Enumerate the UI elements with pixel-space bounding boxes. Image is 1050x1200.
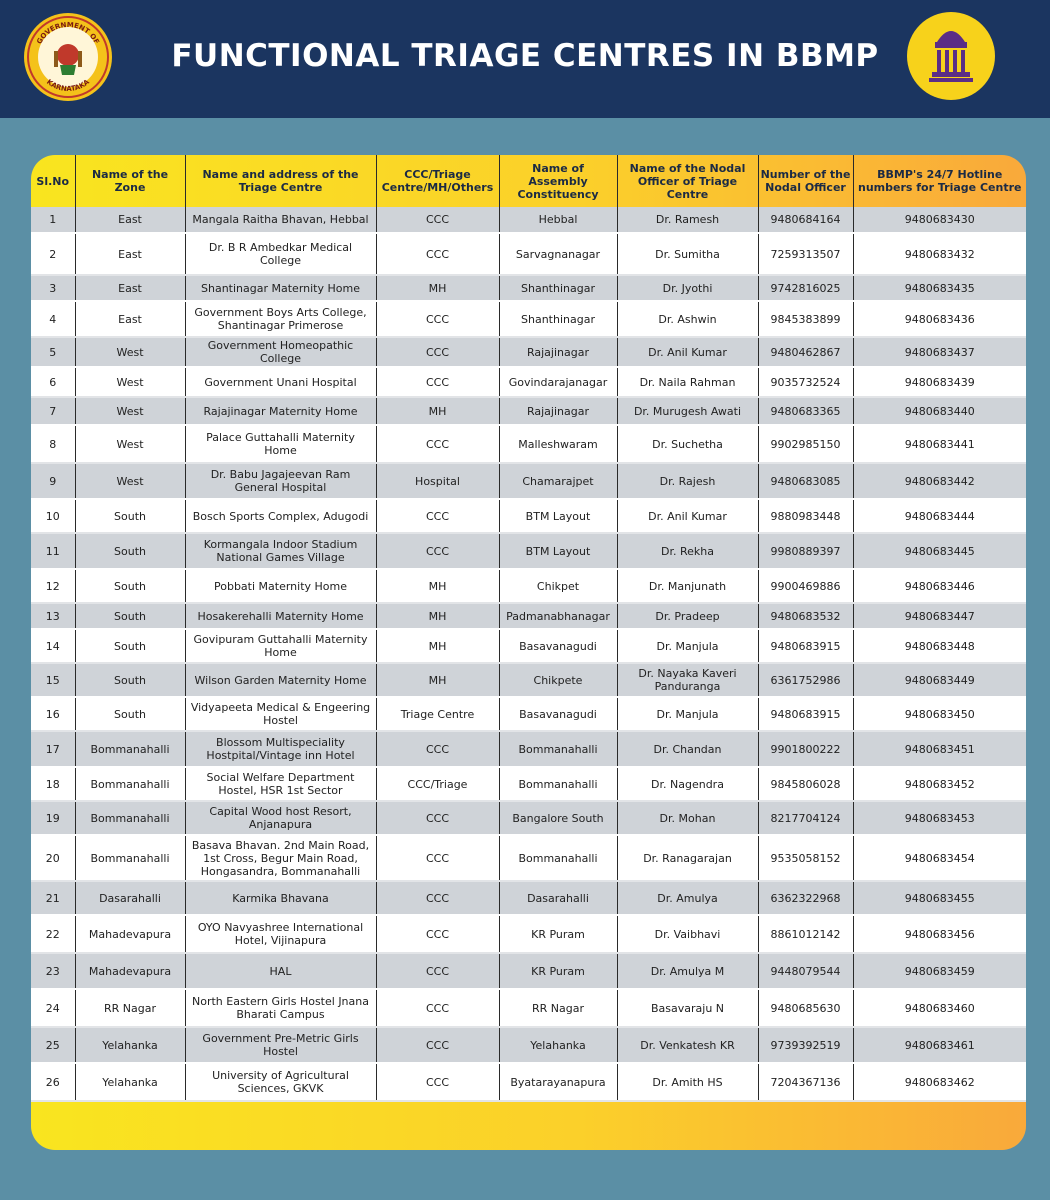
table-cell: Dr. Chandan [617, 731, 758, 767]
table-cell: CCC [376, 801, 499, 835]
table-cell: Bommanahalli [499, 835, 617, 881]
column-header: Name and address of the Triage Centre [185, 155, 376, 207]
table-cell: Bommanahalli [75, 835, 185, 881]
table-cell: 17 [31, 731, 75, 767]
table-cell: Kormangala Indoor Stadium National Games Village [185, 533, 376, 569]
table-cell: Govipuram Guttahalli Maternity Home [185, 629, 376, 663]
table-cell: South [75, 697, 185, 731]
table-cell: 9480683440 [853, 397, 1026, 425]
table-cell: West [75, 425, 185, 463]
table-cell: CCC [376, 989, 499, 1027]
table-cell: Padmanabhanagar [499, 603, 617, 629]
table-cell: 9480683444 [853, 499, 1026, 533]
table-cell: CCC [376, 207, 499, 233]
table-header-row [31, 155, 1026, 207]
table-cell: BTM Layout [499, 499, 617, 533]
table-cell: Dr. Manjunath [617, 569, 758, 603]
table-cell: 9480683462 [853, 1063, 1026, 1101]
table-cell: Dr. Babu Jagajeevan Ram General Hospital [185, 463, 376, 499]
table-row [31, 367, 1026, 397]
table-cell: East [75, 207, 185, 233]
column-header: Name of the Nodal Officer of Triage Centre [617, 155, 758, 207]
table-cell: Dr. Nayaka Kaveri Panduranga [617, 663, 758, 697]
table-cell: Dr. Manjula [617, 629, 758, 663]
table-cell: 19 [31, 801, 75, 835]
table-cell: 9480462867 [758, 337, 853, 367]
table-row [31, 953, 1026, 989]
table-cell: Basavanagudi [499, 697, 617, 731]
table-cell: 4 [31, 301, 75, 337]
table-cell: Sarvagnanagar [499, 233, 617, 275]
table-cell: Dr. Anil Kumar [617, 337, 758, 367]
table-cell: 9480683453 [853, 801, 1026, 835]
table-cell: Vidyapeeta Medical & Engeering Hostel [185, 697, 376, 731]
table-cell: 9480683456 [853, 915, 1026, 953]
table-cell: 9480683441 [853, 425, 1026, 463]
table-cell: 16 [31, 697, 75, 731]
table-cell: 9902985150 [758, 425, 853, 463]
table-row [31, 301, 1026, 337]
table-cell: Bommanahalli [75, 731, 185, 767]
table-cell: Yelahanka [499, 1027, 617, 1063]
table-cell: Dr. Suchetha [617, 425, 758, 463]
table-cell: 9480683460 [853, 989, 1026, 1027]
table-cell: 9480683448 [853, 629, 1026, 663]
table-cell: Mahadevapura [75, 953, 185, 989]
table-cell: 9035732524 [758, 367, 853, 397]
table-cell: Dr. Vaibhavi [617, 915, 758, 953]
table-row [31, 697, 1026, 731]
table-cell: 6362322968 [758, 881, 853, 915]
table-cell: South [75, 603, 185, 629]
table-row [31, 397, 1026, 425]
table-row [31, 801, 1026, 835]
table-cell: Dr. Anil Kumar [617, 499, 758, 533]
table-row [31, 207, 1026, 233]
table-cell: 25 [31, 1027, 75, 1063]
table-cell: Rajajinagar [499, 337, 617, 367]
table-cell: BTM Layout [499, 533, 617, 569]
table-cell: CCC [376, 953, 499, 989]
table-cell: East [75, 275, 185, 301]
svg-text:GOVERNMENT OF: GOVERNMENT OF [35, 20, 101, 46]
table-cell: Wilson Garden Maternity Home [185, 663, 376, 697]
table-cell: Pobbati Maternity Home [185, 569, 376, 603]
table-cell: RR Nagar [75, 989, 185, 1027]
table-cell: Triage Centre [376, 697, 499, 731]
table-cell: 9742816025 [758, 275, 853, 301]
table-cell: 13 [31, 603, 75, 629]
table-cell: Dr. Nagendra [617, 767, 758, 801]
table-cell: 11 [31, 533, 75, 569]
table-row [31, 463, 1026, 499]
table-cell: 9845383899 [758, 301, 853, 337]
table-cell: Bosch Sports Complex, Adugodi [185, 499, 376, 533]
table-cell: HAL [185, 953, 376, 989]
table-cell: Capital Wood host Resort, Anjanapura [185, 801, 376, 835]
table-cell: Dr. Amith HS [617, 1063, 758, 1101]
table-cell: South [75, 499, 185, 533]
table-row [31, 731, 1026, 767]
table-cell: MH [376, 275, 499, 301]
table-cell: 9900469886 [758, 569, 853, 603]
table-row [31, 569, 1026, 603]
table-cell: Yelahanka [75, 1027, 185, 1063]
table-row [31, 915, 1026, 953]
table-cell: Dr. Venkatesh KR [617, 1027, 758, 1063]
table-cell: 9480683432 [853, 233, 1026, 275]
table-row [31, 499, 1026, 533]
table-cell: 12 [31, 569, 75, 603]
table-cell: 3 [31, 275, 75, 301]
table-cell: West [75, 367, 185, 397]
table-row [31, 989, 1026, 1027]
table-cell: 9480683437 [853, 337, 1026, 367]
table-cell: Social Welfare Department Hostel, HSR 1st Sector [185, 767, 376, 801]
table-cell: 2 [31, 233, 75, 275]
table-cell: 8217704124 [758, 801, 853, 835]
table-cell: Dasarahalli [499, 881, 617, 915]
table-cell: Blossom Multispeciality Hostpital/Vintage inn Hotel [185, 731, 376, 767]
column-header: Number of the Nodal Officer [758, 155, 853, 207]
table-cell: 9480683365 [758, 397, 853, 425]
table-row [31, 275, 1026, 301]
table-cell: Dr. Ramesh [617, 207, 758, 233]
table-row [31, 1063, 1026, 1101]
table-cell: Dr. Naila Rahman [617, 367, 758, 397]
table-cell: 9480685630 [758, 989, 853, 1027]
table-cell: Rajajinagar Maternity Home [185, 397, 376, 425]
table-cell: 15 [31, 663, 75, 697]
table-cell: West [75, 463, 185, 499]
table-cell: 6361752986 [758, 663, 853, 697]
table-cell: Shanthinagar [499, 301, 617, 337]
table-cell: Dasarahalli [75, 881, 185, 915]
table-cell: 9480683450 [853, 697, 1026, 731]
table-cell: 9901800222 [758, 731, 853, 767]
table-row [31, 835, 1026, 881]
table-row [31, 533, 1026, 569]
table-row [31, 1027, 1026, 1063]
table-cell: Bommanahalli [75, 767, 185, 801]
table-cell: MH [376, 629, 499, 663]
table-row [31, 603, 1026, 629]
table-cell: 9480683532 [758, 603, 853, 629]
table-cell: 9480683452 [853, 767, 1026, 801]
table-cell: Basavanagudi [499, 629, 617, 663]
table-cell: 7 [31, 397, 75, 425]
table-cell: 9480683447 [853, 603, 1026, 629]
table-cell: Dr. Amulya M [617, 953, 758, 989]
table-cell: 9480683454 [853, 835, 1026, 881]
table-cell: South [75, 569, 185, 603]
table-row [31, 233, 1026, 275]
table-cell: MH [376, 663, 499, 697]
table-cell: Hebbal [499, 207, 617, 233]
table-cell: Byatarayanapura [499, 1063, 617, 1101]
table-cell: Dr. Sumitha [617, 233, 758, 275]
table-cell: North Eastern Girls Hostel Jnana Bharati Campus [185, 989, 376, 1027]
table-cell: 9448079544 [758, 953, 853, 989]
table-cell: 5 [31, 337, 75, 367]
column-header: CCC/Triage Centre/MH/Others [376, 155, 499, 207]
table-cell: Government Boys Arts College, Shantinagar Primerose [185, 301, 376, 337]
table-cell: 7204367136 [758, 1063, 853, 1101]
table-cell: 8861012142 [758, 915, 853, 953]
table-cell: Bommanahalli [499, 767, 617, 801]
table-cell: 9480683445 [853, 533, 1026, 569]
table-cell: Dr. Amulya [617, 881, 758, 915]
table-cell: 9480683085 [758, 463, 853, 499]
table-cell: Government Homeopathic College [185, 337, 376, 367]
table-cell: KR Puram [499, 953, 617, 989]
table-cell: 9480683449 [853, 663, 1026, 697]
table-cell: Dr. Rekha [617, 533, 758, 569]
table-cell: Hosakerehalli Maternity Home [185, 603, 376, 629]
table-row [31, 629, 1026, 663]
table-cell: 9845806028 [758, 767, 853, 801]
table-cell: 24 [31, 989, 75, 1027]
table-cell: Mangala Raitha Bhavan, Hebbal [185, 207, 376, 233]
table-cell: CCC [376, 301, 499, 337]
table-cell: CCC [376, 499, 499, 533]
table-cell: West [75, 397, 185, 425]
svg-text:KARNATAKA: KARNATAKA [45, 77, 91, 94]
table-cell: 9880983448 [758, 499, 853, 533]
table-cell: West [75, 337, 185, 367]
table-cell: 9480683435 [853, 275, 1026, 301]
table-cell: Mahadevapura [75, 915, 185, 953]
table-cell: 9480683461 [853, 1027, 1026, 1063]
table-cell: MH [376, 603, 499, 629]
table-cell: Dr. Manjula [617, 697, 758, 731]
table-cell: 22 [31, 915, 75, 953]
table-cell: Karmika Bhavana [185, 881, 376, 915]
table-cell: South [75, 533, 185, 569]
table-cell: 9480683446 [853, 569, 1026, 603]
table-cell: 9739392519 [758, 1027, 853, 1063]
table-cell: MH [376, 569, 499, 603]
table-cell: Dr. Mohan [617, 801, 758, 835]
table-cell: 6 [31, 367, 75, 397]
table-cell: 9 [31, 463, 75, 499]
column-header: BBMP's 24/7 Hotline numbers for Triage Centre [858, 168, 1022, 194]
table-cell: 9480683451 [853, 731, 1026, 767]
table-cell: CCC [376, 337, 499, 367]
table-cell: Rajajinagar [499, 397, 617, 425]
table-cell: CCC [376, 731, 499, 767]
table-cell: CCC [376, 881, 499, 915]
table-cell: Government Pre-Metric Girls Hostel [185, 1027, 376, 1063]
table-cell: Dr. Jyothi [617, 275, 758, 301]
table-cell: East [75, 301, 185, 337]
table-cell: 18 [31, 767, 75, 801]
table-cell: Govindarajanagar [499, 367, 617, 397]
table-cell: Basavaraju N [617, 989, 758, 1027]
header-bar [0, 0, 1050, 118]
table-cell: 20 [31, 835, 75, 881]
table-cell: Shanthinagar [499, 275, 617, 301]
table-cell: RR Nagar [499, 989, 617, 1027]
table-cell: Malleshwaram [499, 425, 617, 463]
table-cell: CCC [376, 1027, 499, 1063]
page-title: FUNCTIONAL TRIAGE CENTRES IN BBMP [171, 38, 879, 74]
table-cell: OYO Navyashree International Hotel, Vijinapura [185, 915, 376, 953]
table-cell: Dr. Pradeep [617, 603, 758, 629]
table-cell: 9480683459 [853, 953, 1026, 989]
table-cell: 26 [31, 1063, 75, 1101]
table-cell: Dr. Rajesh [617, 463, 758, 499]
table-cell: CCC [376, 425, 499, 463]
table-cell: CCC [376, 1063, 499, 1101]
table-cell: East [75, 233, 185, 275]
column-header: Name of Assembly Constituency [499, 155, 617, 207]
table-cell: KR Puram [499, 915, 617, 953]
triage-centres-table [31, 155, 1026, 1102]
table-cell: Government Unani Hospital [185, 367, 376, 397]
table-cell: Shantinagar Maternity Home [185, 275, 376, 301]
table-row [31, 337, 1026, 367]
table-cell: Palace Guttahalli Maternity Home [185, 425, 376, 463]
table-cell: 9535058152 [758, 835, 853, 881]
bbmp-emblem-icon [907, 12, 995, 100]
table-cell: Yelahanka [75, 1063, 185, 1101]
table-cell: University of Agricultural Sciences, GKVK [185, 1063, 376, 1101]
table-cell: Chamarajpet [499, 463, 617, 499]
triage-centres-card [31, 155, 1026, 1150]
table-cell: CCC [376, 533, 499, 569]
table-cell: 9980889397 [758, 533, 853, 569]
table-cell: 9480683430 [853, 207, 1026, 233]
table-cell: Chikpet [499, 569, 617, 603]
table-cell: 1 [31, 207, 75, 233]
column-header: Name of the Zone [75, 155, 185, 207]
table-cell: 9480683439 [853, 367, 1026, 397]
table-cell: 7259313507 [758, 233, 853, 275]
table-cell: Bangalore South [499, 801, 617, 835]
table-cell: Basava Bhavan. 2nd Main Road, 1st Cross, Begur Main Road, Hongasandra, Bommanahalli [185, 835, 376, 881]
table-cell: CCC [376, 367, 499, 397]
table-row [31, 767, 1026, 801]
table-cell: CCC [376, 835, 499, 881]
table-cell: CCC/Triage [376, 767, 499, 801]
table-cell: 9480683915 [758, 629, 853, 663]
table-cell: South [75, 663, 185, 697]
table-cell: 9480684164 [758, 207, 853, 233]
table-cell: 14 [31, 629, 75, 663]
table-cell: Dr. Ranagarajan [617, 835, 758, 881]
table-cell: 8 [31, 425, 75, 463]
table-cell: 9480683915 [758, 697, 853, 731]
table-cell: 9480683442 [853, 463, 1026, 499]
table-cell: 9480683436 [853, 301, 1026, 337]
table-cell: Chikpete [499, 663, 617, 697]
table-cell: 10 [31, 499, 75, 533]
table-cell: 21 [31, 881, 75, 915]
table-row [31, 425, 1026, 463]
table-cell: MH [376, 397, 499, 425]
table-cell: Hospital [376, 463, 499, 499]
table-row [31, 663, 1026, 697]
table-cell: Dr. Murugesh Awati [617, 397, 758, 425]
table-cell: 9480683455 [853, 881, 1026, 915]
table-cell: 23 [31, 953, 75, 989]
column-header: Sl.No [31, 155, 75, 207]
table-row [31, 881, 1026, 915]
table-cell: Dr. Ashwin [617, 301, 758, 337]
table-cell: Bommanahalli [499, 731, 617, 767]
table-cell: Bommanahalli [75, 801, 185, 835]
table-cell: South [75, 629, 185, 663]
table-cell: Dr. B R Ambedkar Medical College [185, 233, 376, 275]
table-cell: CCC [376, 233, 499, 275]
table-cell: CCC [376, 915, 499, 953]
